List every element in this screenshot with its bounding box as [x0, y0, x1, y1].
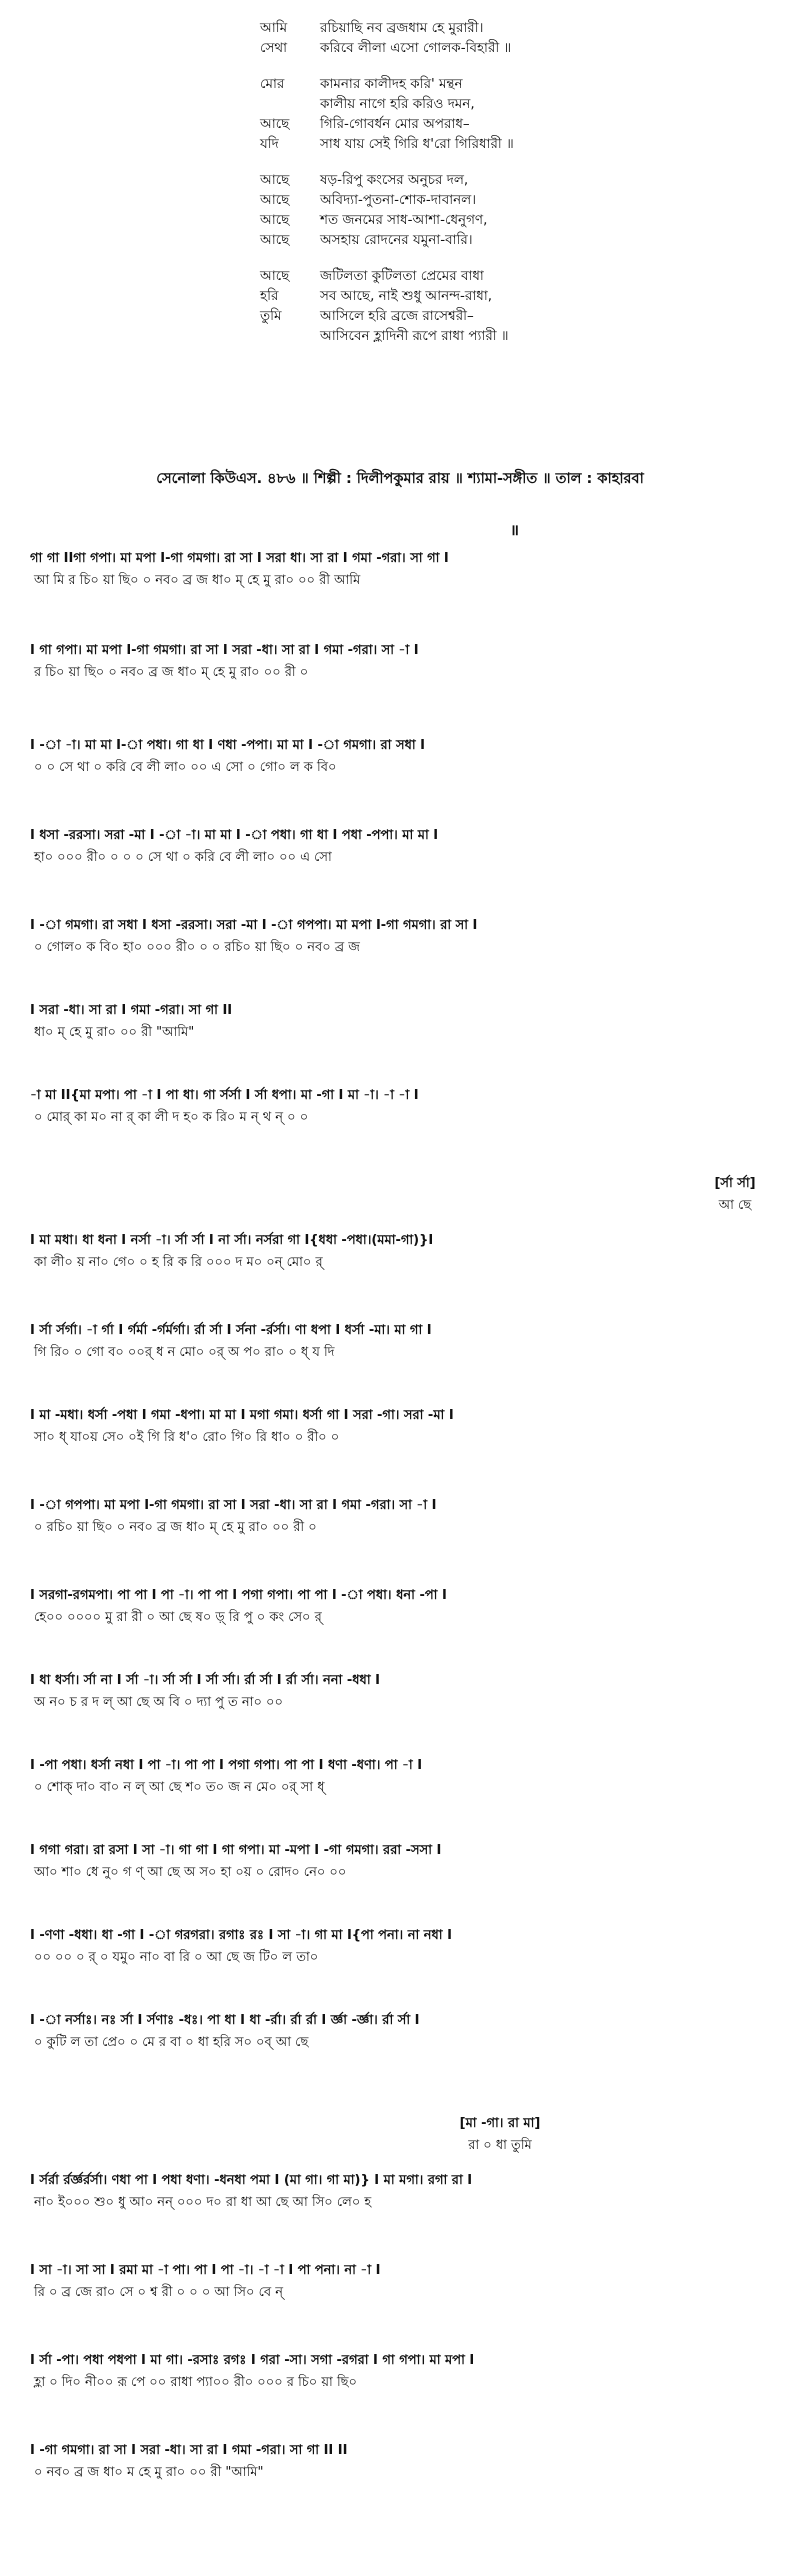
- notation-lyric-line: ০ শোক্ দা০ বা০ ন ল্ আ ছে শ০ ত০ জ ন মে০ ০র্ সা ধ্: [34, 1780, 325, 1795]
- notation-lyric-line: সা০ ধ্ যা০য় সে০ ০ই গি রি ধ'০ রো০ গি০ রি ধা০ ০ রী০ ০: [34, 1430, 340, 1445]
- line-lead-word: আছে: [260, 192, 290, 208]
- line-lead-word: তুমি: [260, 308, 282, 324]
- notation-lyric-line: ০০ ০০ ০ র্ ০ যমু০ না০ বা রি ০ আ ছে জ টি০ ল তা০: [34, 1950, 319, 1965]
- notation-block: [30, 1840, 778, 1884]
- line-text: আসিবেন হ্লাদিনী রূপে রাধা প্যারী ॥: [320, 328, 509, 344]
- line-lead-word: আছে: [260, 116, 290, 132]
- lyric-line: [260, 326, 780, 346]
- lyric-line: [260, 134, 780, 154]
- swaralipi-line: I -া নর্সাঃ। নঃ র্সা I র্সণাঃ -ধঃ। পা ধা I ধা -র্রা। র্রা র্রা I র্জ্ঞা -র্জ্ঞা। র্রা র্সা I: [30, 2013, 420, 2028]
- lyric-line: [260, 38, 780, 58]
- swaralipi-line: I মা মধা। ধা ধনা I নর্সা -া। র্সা র্সা I না র্সা। নর্সরা গা I{ধধা -পধা।(মমা-গা)}I: [30, 1233, 434, 1248]
- swaralipi-line: -া মা II{মা মপা। পা -া I পা ধা। গা র্সর্সা I র্সা ধপা। মা -গা I মা -া। -া -া I: [30, 1088, 419, 1103]
- line-lead-word: [260, 326, 320, 346]
- line-text: শত জনমের সাধ-আশা-ধেনুগণ,: [320, 212, 488, 228]
- line-text: ষড়-রিপু কংসের অনুচর দল,: [320, 172, 469, 188]
- swaralipi-line: I সা -া। সা সা I রমা মা -া পা। পা I পা -া। -া -া I পা পনা। না -া I: [30, 2263, 381, 2278]
- notation-lyric-line: ০ রচি০ য়া ছি০ ০ নব০ ব্র জ ধা০ ম্ হে মু রা০ ০০ রী ০: [34, 1520, 317, 1535]
- line-lead-word: আছে: [260, 268, 290, 284]
- notation-block: [30, 2260, 778, 2304]
- line-text: করিবে লীলা এসো গোলক-বিহারী ॥: [320, 40, 512, 56]
- line-text: অবিদ্যা-পুতনা-শোক-দাবানল।: [320, 192, 477, 208]
- notation-block: [30, 1925, 778, 1969]
- swaralipi-line: I ধা ধর্সা। র্সা না I র্সা -া। র্সা র্সা I র্সা র্সা। র্রা র্সা I র্রা র্সা। ননা -ধধা I: [30, 1673, 380, 1688]
- notation-block: [30, 2350, 778, 2394]
- notation-lyric-line: র চি০ য়া ছি০ ০ নব০ ব্র জ ধা০ ম্ হে মু রা০ ০০ রী ০: [34, 665, 309, 680]
- notation-lyric-line: ০ গোল০ ক বি০ হা০ ০০০ রী০ ০ ০ রচি০ য়া ছি০ ০ নব০ ব্র জ: [34, 940, 360, 955]
- bracket-lyric: রা ০ ধা তুমি: [468, 2138, 532, 2153]
- notation-block: [30, 1670, 778, 1714]
- notation-block: [30, 548, 778, 592]
- notation-lyric-line: হ্লা ০ দি০ নী০০ রূ পে ০০ রাধা প্যা০০ রী০ ০০০ র চি০ য়া ছি০: [34, 2375, 357, 2390]
- swaralipi-line: I -া গমগা। রা সধা I ধসা -ররসা। সরা -মা I -া গপপা। মা মপা I-গা গমগা। রা সা I: [30, 918, 478, 933]
- notation-lyric-line: হা০ ০০০ রী০ ০ ০ ০ সে থা ০ করি বে লী লা০ ০০ এ সো: [34, 850, 332, 865]
- alternate-bracket: [420, 2113, 580, 2157]
- swaralipi-line: I -ণণা -ধধা। ধা -গা I -া গরগরা। রগাঃ রঃ I সা -া। গা মা I{পা পনা। না নধা I: [30, 1928, 452, 1943]
- notation-lyric-line: আ মি র চি০ য়া ছি০ ০ নব০ ব্র জ ধা০ ম্ হে মু রা০ ০০ রী আমি: [34, 573, 361, 588]
- lyric-line: [260, 210, 780, 230]
- lyric-line: [260, 114, 780, 134]
- line-text: রচিয়াছি নব ব্রজধাম হে মুরারী।: [320, 20, 484, 36]
- section-start-mark: ॥: [510, 521, 519, 539]
- lyric-line: [260, 94, 780, 114]
- line-text: কালীয় নাগে হরি করিও দমন,: [320, 96, 475, 112]
- line-lead-word: আছে: [260, 212, 290, 228]
- line-text: আসিলে হরি ব্রজে রাসেশ্বরী–: [320, 308, 474, 324]
- line-text: সাধ যায় সেই গিরি ধ'রো গিরিধারী ॥: [320, 136, 514, 152]
- notation-block: [30, 2010, 778, 2054]
- lyric-line: [260, 230, 780, 250]
- notation-block: [30, 1000, 778, 1044]
- line-lead-word: যদি: [260, 136, 279, 152]
- notation-block: [30, 825, 778, 869]
- swaralipi-line: I ধসা -ররসা। সরা -মা I -া -া। মা মা I -া পধা। গা ধা I পধা -পপা। মা মা I: [30, 828, 439, 843]
- lyric-line: [260, 266, 780, 286]
- swaralipi-line: I -গা গমগা। রা সা I সরা -ধা। সা রা I গমা -গরা। সা গা II II: [30, 2443, 348, 2458]
- notation-lyric-line: আ০ শা০ ধে নু০ গ ণ্ আ ছে অ স০ হা ০য় ০ রোদ০ নে০ ০০: [34, 1865, 347, 1880]
- line-text: সব আছে, নাই শুধু আনন্দ-রাধা,: [320, 288, 493, 304]
- notation-lyric-line: না০ ই০০০ শু০ ধু আ০ নন্ ০০০ দ০ রা ধা আ ছে আ সি০ লে০ হ: [34, 2195, 372, 2210]
- lyric-line: [260, 286, 780, 306]
- swaralipi-line: গা গা IIগা গপা। মা মপা I-গা গমগা। রা সা I সরা ধা। সা রা I গমা -গরা। সা গা I: [30, 551, 449, 566]
- lyric-line: [260, 74, 780, 94]
- notation-block: [30, 2170, 778, 2214]
- notation-block: [30, 735, 778, 779]
- notation-lyric-line: অ ন০ চ র দ ল্ আ ছে অ বি ০ দ্যা পু ত না০ ০০: [34, 1695, 283, 1710]
- line-lead-word: [260, 94, 320, 114]
- swaralipi-line: I -া গপপা। মা মপা I-গা গমগা। রা সা I সরা -ধা। সা রা I গমা -গরা। সা -া I: [30, 1498, 437, 1513]
- notation-block: [30, 1085, 778, 1129]
- notation-lyric-line: ০ মোর্ কা ম০ না র্ কা লী দ হ০ ক রি০ ম ন্ থ ন্ ০ ০: [34, 1110, 309, 1125]
- line-text: কামনার কালীদহ করি' মন্থন: [320, 76, 463, 92]
- swaralipi-line: I সরা -ধা। সা রা I গমা -গরা। সা গা II: [30, 1003, 233, 1018]
- lyric-line: [260, 306, 780, 326]
- notation-block: [30, 1230, 778, 1274]
- notation-lyric-line: হে০০ ০০০০ মু রা রী ০ আ ছে ষ০ ড়্ রি পু ০ কং সে০ র্: [34, 1610, 322, 1625]
- bracket-lyric: আ ছে: [718, 1198, 752, 1213]
- lyrics-block: [260, 18, 780, 362]
- notation-block: [30, 2440, 778, 2484]
- lyrics-stanza-1: [260, 18, 780, 58]
- line-text: গিরি-গোবর্ধন মোর অপরাধ–: [320, 116, 470, 132]
- bracket-swara: [মা -গা। রা মা]: [459, 2116, 541, 2131]
- swaralipi-line: I সরগা-রগমপা। পা পা I পা -া। পা পা I পগা গপা। পা পা I -া পধা। ধনা -পা I: [30, 1588, 447, 1603]
- swaralipi-line: I -া -া। মা মা I-া পধা। গা ধা I ণধা -পপা। মা মা I -া গমগা। রা সধা I: [30, 738, 425, 753]
- alternate-bracket: [690, 1173, 780, 1217]
- notation-lyric-line: ০ ০ সে থা ০ করি বে লী লা০ ০০ এ সো ০ গো০ ল ক বি০: [34, 760, 337, 775]
- line-text: অসহায় রোদনের যমুনা-বারি।: [320, 232, 473, 248]
- notation-block: [30, 915, 778, 959]
- lyric-line: [260, 190, 780, 210]
- notation-lyric-line: ধা০ ম্ হে মু রা০ ০০ রী "আমি": [34, 1025, 195, 1040]
- notation-block: [30, 1755, 778, 1799]
- notation-lyric-line: রি ০ ব্র জে রা০ সে ০ শ্ব রী ০ ০ ০ আ সি০ বে ন্: [34, 2285, 283, 2300]
- lyrics-stanza-4: [260, 266, 780, 346]
- swaralipi-line: I র্সা -পা। পধা পধপা I মা গা। -রসাঃ রগঃ I গরা -সা। সগা -রগরা I গা গপা। মা মপা I: [30, 2353, 475, 2368]
- notation-lyric-line: কা লী০ য় না০ গে০ ০ হ রি ক রি ০০০ দ ম০ ০ন্ মো০ র্: [34, 1255, 323, 1270]
- notation-block: [30, 640, 778, 684]
- notation-lyric-line: গি রি০ ০ গো ব০ ০০র্ ধ ন মো০ ০র্ অ প০ রা০ ০ ধ্ য দি: [34, 1345, 335, 1360]
- lyrics-stanza-3: [260, 170, 780, 250]
- line-lead-word: আমি: [260, 20, 288, 36]
- swaralipi-line: I র্সা র্সর্গা। -া র্গা I র্গর্মা -র্গর্মর্গা। র্রা র্সা I র্সনা -র্রর্সা। ণা ধপা I ধর্সা -মা। মা গা I: [30, 1323, 432, 1338]
- swaralipi-line: I -পা পধা। ধর্সা নধা I পা -া। পা পা I পগা গপা। পা পা I ধণা -ধণা। পা -া I: [30, 1758, 423, 1773]
- swaralipi-line: I মা -মধা। ধর্সা -পধা I গমা -ধপা। মা মা I মগা গমা। ধর্সা গা I সরা -গা। সরা -মা I: [30, 1408, 454, 1423]
- notation-lyric-line: ০ নব০ ব্র জ ধা০ ম হে মু রা০ ০০ রী "আমি": [34, 2465, 264, 2480]
- bracket-swara: [র্সা র্সা]: [714, 1176, 756, 1191]
- notation-lyric-line: ০ কুটি ল তা প্রে০ ০ মে র বা ০ ধা হরি স০ ০ব্ আ ছে: [34, 2035, 309, 2050]
- notation-block: [30, 1405, 778, 1449]
- line-lead-word: হরি: [260, 288, 279, 304]
- notation-block: [30, 1585, 778, 1629]
- notation-block: [30, 1320, 778, 1364]
- lyrics-stanza-2: [260, 74, 780, 154]
- line-lead-word: সেথা: [260, 40, 288, 56]
- notation-block: [30, 1495, 778, 1539]
- swaralipi-line: I র্সর্রা র্রর্জ্ঞর্রর্সা। ণধা পা I পধা ধণা। -ধনধা পমা I (মা গা। গা মা)} I মা মগা। রগা রা I: [30, 2173, 473, 2188]
- line-text: জটিলতা কুটিলতা প্রেমের বাধা: [320, 268, 484, 284]
- lyric-line: [260, 170, 780, 190]
- line-lead-word: আছে: [260, 172, 290, 188]
- swaralipi-line: I গগা গরা। রা রসা I সা -া। গা গা I গা গপা। মা -মপা I -গা গমগা। ররা -সসা I: [30, 1843, 442, 1858]
- lyric-line: [260, 18, 780, 38]
- line-lead-word: আছে: [260, 232, 290, 248]
- swaralipi-line: I গা গপা। মা মপা I-গা গমগা। রা সা I সরা -ধা। সা রা I গমা -গরা। সা -া I: [30, 643, 419, 658]
- record-credit: সেনোলা কিউএস. ৪৮৬ ॥ শিল্পী : দিলীপকুমার রায় ॥ শ্যামা-সঙ্গীত ॥ তাল : কাহারবা: [156, 471, 644, 487]
- line-lead-word: মোর: [260, 76, 285, 92]
